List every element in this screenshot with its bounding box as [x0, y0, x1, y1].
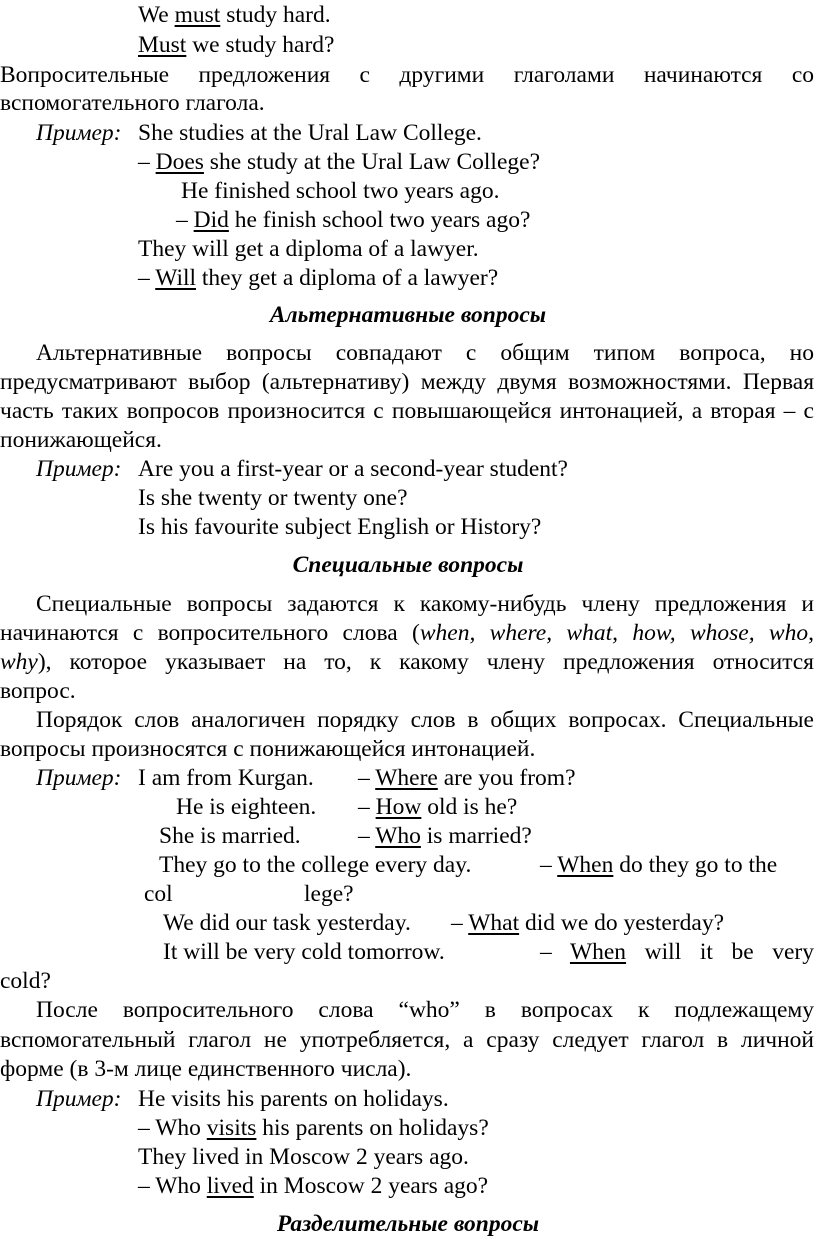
paragraph-line: предусматривают выбор (альтернативу) между двумя возможностями. Первая	[0, 369, 814, 395]
paragraph-line: Вопросительные предложения с другими глаголами начинаются со	[0, 62, 814, 88]
section-heading: Специальные вопросы	[292, 552, 524, 578]
example-sentence: Is she twenty or twenty one?	[138, 485, 408, 511]
example-question: – When do they go to the	[540, 852, 778, 878]
example-sentence: They will get a diploma of a lawyer.	[138, 236, 479, 262]
example-question: – Did he finish school two years ago?	[176, 207, 531, 233]
paragraph-line: вопросы произносятся с понижающейся интонацией.	[0, 736, 536, 762]
paragraph-line: часть таких вопросов произносится с повышающейся интонацией, а вторая – с	[0, 398, 814, 424]
section-heading: Альтернативные вопросы	[269, 302, 547, 328]
example-sentence: He is eighteen.	[176, 794, 317, 820]
example-sentence: They lived in Moscow 2 years ago.	[138, 1144, 469, 1170]
example-sentence: They go to the college every day.	[159, 852, 472, 878]
paragraph-line: Альтернативные вопросы совпадают с общим типом вопроса, но	[36, 340, 814, 366]
example-sentence: She studies at the Ural Law College.	[138, 120, 482, 146]
example-question: – Will they get a diploma of a lawyer?	[138, 265, 499, 291]
paragraph-line: После вопросительного слова “who” в вопросах к подлежащему	[36, 997, 814, 1023]
paragraph-line: why), которое указывает на то, к какому члену предложения относится	[0, 649, 814, 675]
example-sentence: It will be very cold tomorrow.	[163, 939, 445, 965]
example-question-wrap: cold?	[0, 968, 51, 994]
example-sentence: He visits his parents on holidays.	[138, 1086, 449, 1112]
paragraph-line: Специальные вопросы задаются к какому-нибудь члену предложения и	[36, 591, 814, 617]
example-sentence: He finished school two years ago.	[181, 178, 500, 204]
example-sentence: She is married.	[159, 823, 301, 849]
section-heading: Разделительные вопросы	[276, 1211, 540, 1237]
paragraph-line: понижающейся.	[0, 427, 162, 453]
example-question-wrap: lege?	[304, 881, 354, 907]
example-sentence: I am from Kurgan.	[138, 765, 314, 791]
example-must-question: Must we study hard?	[138, 32, 335, 58]
paragraph-line: Порядок слов аналогичен порядку слов в общих вопросах. Специальные	[36, 707, 814, 733]
example-label: Пример:	[36, 1086, 122, 1112]
paragraph-line: вопрос.	[0, 678, 76, 704]
example-question: – Who lived in Moscow 2 years ago?	[138, 1173, 489, 1199]
example-question: – Who visits his parents on holidays?	[138, 1115, 489, 1141]
paragraph-line: вспомогательного глагола.	[0, 90, 265, 116]
example-question: – When will it be very	[540, 939, 815, 965]
example-label: Пример:	[36, 456, 122, 482]
example-must-statement: We must study hard.	[138, 2, 331, 28]
example-sentence: We did our task yesterday.	[163, 910, 411, 936]
example-question: – How old is he?	[358, 794, 518, 820]
example-sentence: Is his favourite subject English or History?	[138, 514, 542, 540]
paragraph-line: начинаются с вопросительного слова (when, where, what, how, whose, who,	[0, 620, 814, 646]
example-question: – Who is married?	[358, 823, 532, 849]
example-question: – What did we do yesterday?	[451, 910, 724, 936]
paragraph-line: форме (в 3-м лице единственного числа).	[0, 1056, 412, 1082]
example-label: Пример:	[36, 120, 122, 146]
example-question-wrap: col	[144, 881, 173, 907]
example-label: Пример:	[36, 765, 122, 791]
example-sentence: Are you a first-year or a second-year student?	[138, 456, 568, 482]
example-question: – Does she study at the Ural Law College?	[138, 149, 541, 175]
paragraph-line: вспомогательный глагол не употребляется, а сразу следует глагол в личной	[0, 1027, 814, 1053]
example-question: – Where are you from?	[358, 765, 576, 791]
